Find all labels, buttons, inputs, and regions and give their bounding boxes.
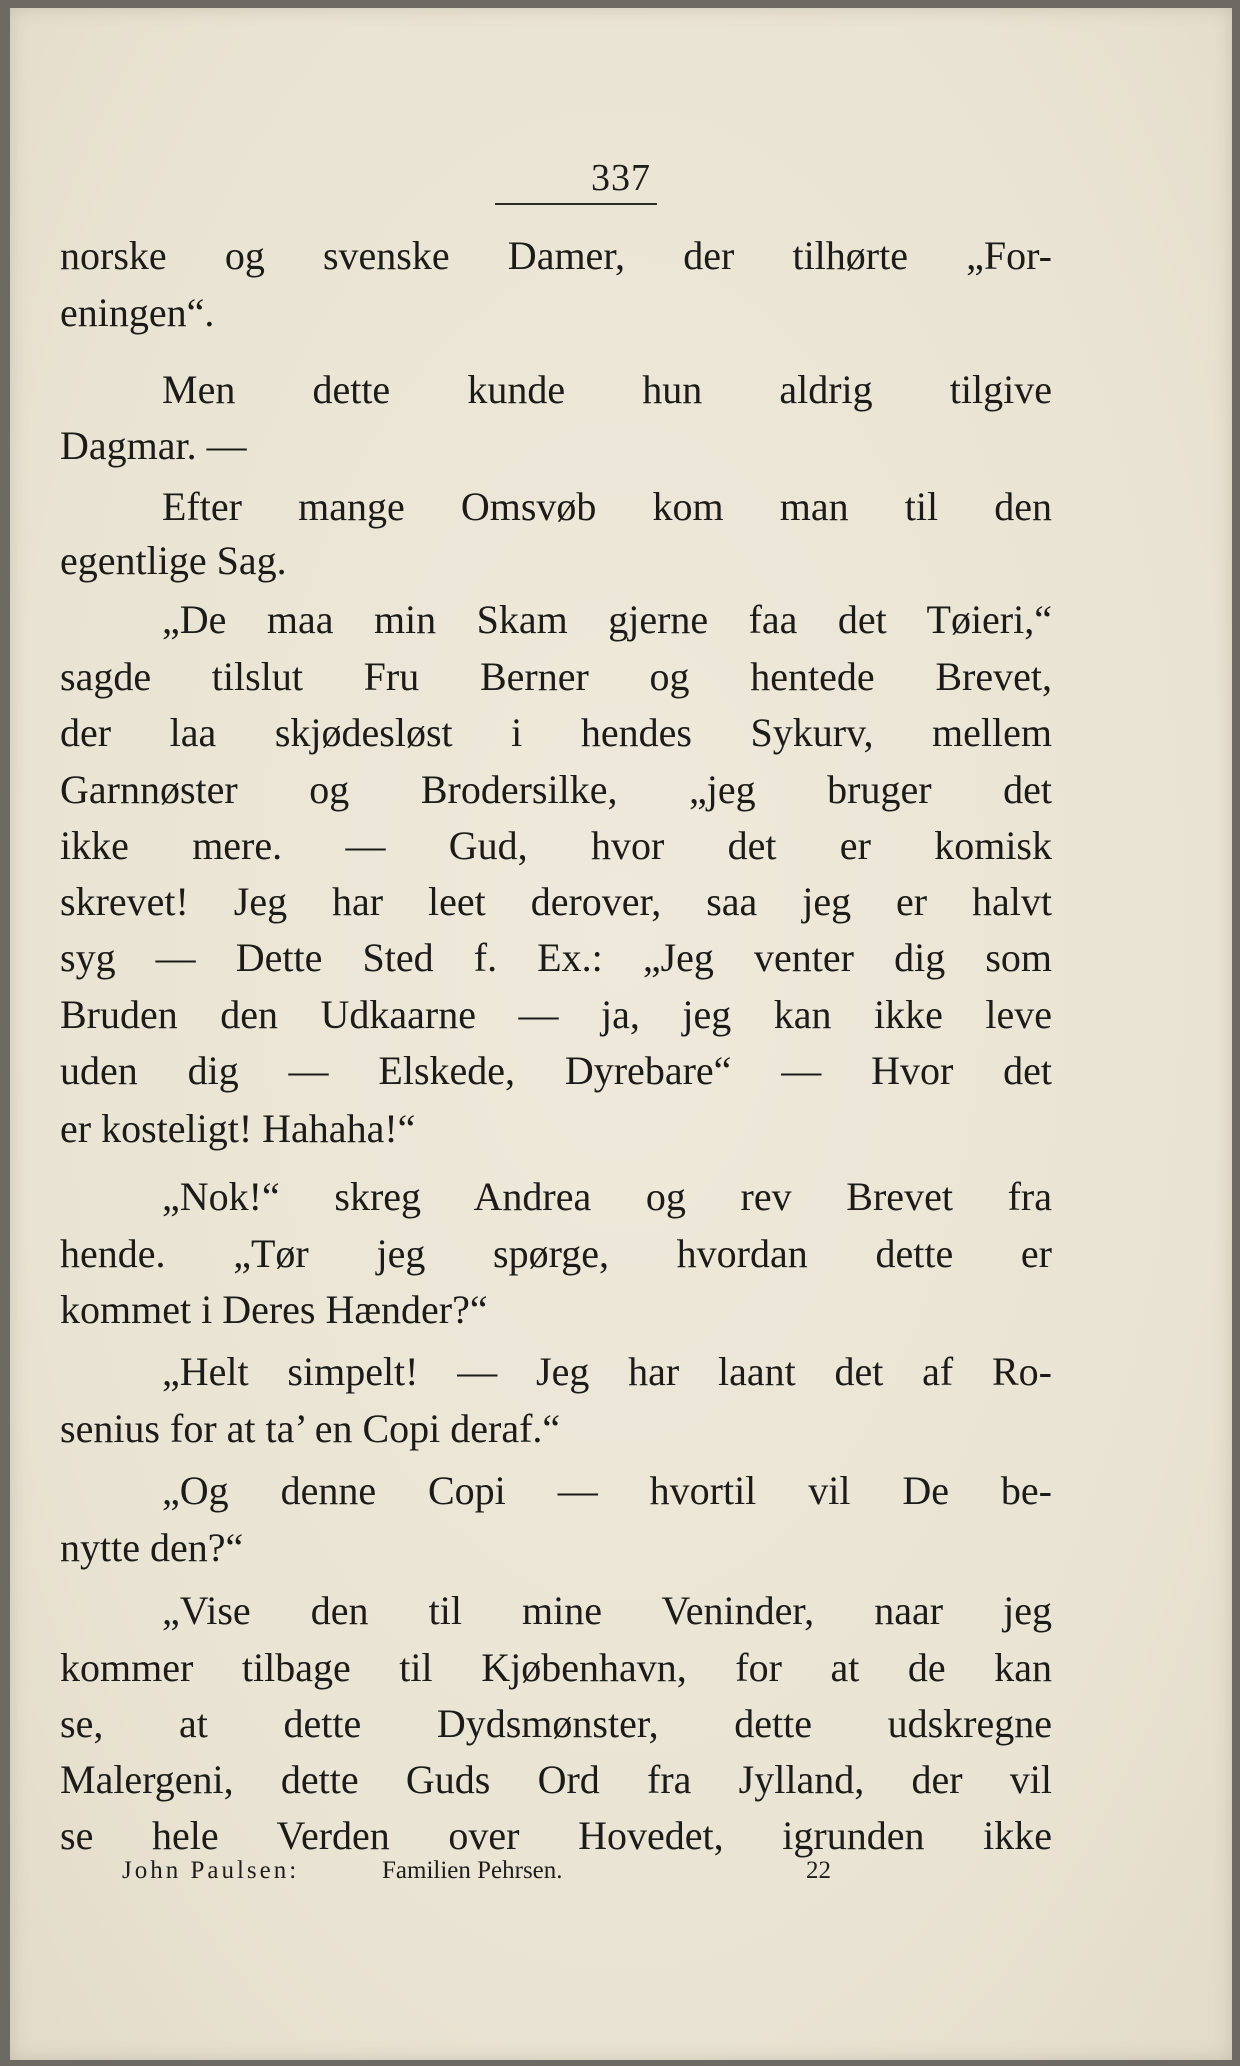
text-line: „Og denne Copi — hvortil vil De be- [162,1468,1052,1513]
text-line: norske og svenske Damer, der tilhørte „For- [60,233,1052,278]
text-line: kommet i Deres Hænder?“ [60,1287,488,1332]
footer-title: Familien Pehrsen. [382,1857,563,1884]
page-number: 337 [591,157,651,199]
text-line: ikke mere. — Gud, hvor det er komisk [60,823,1052,868]
text-line: uden dig — Elskede, Dyrebare“ — Hvor det [60,1048,1052,1093]
text-line: „Nok!“ skreg Andrea og rev Brevet fra [162,1174,1052,1219]
text-line: Efter mange Omsvøb kom man til den [162,484,1052,529]
footer-signature-mark: 22 [806,1857,831,1884]
text-line: Malergeni, dette Guds Ord fra Jylland, der vil [60,1757,1052,1802]
text-line: sagde tilslut Fru Berner og hentede Brevet, [60,654,1052,699]
text-line: „Vise den til mine Veninder, naar jeg [162,1588,1052,1633]
text-line: „De maa min Skam gjerne faa det Tøieri,“ [162,597,1052,642]
book-page [10,8,1232,2060]
body-text [10,8,1232,2060]
text-line: senius for at ta’ en Copi deraf.“ [60,1406,561,1451]
footer-author: John Paulsen: [122,1857,300,1884]
text-line: Dagmar. — [60,423,247,468]
text-line: der laa skjødesløst i hendes Sykurv, mellem [60,710,1052,755]
text-line: se hele Verden over Hovedet, igrunden ikke [60,1813,1052,1858]
text-line: er kosteligt! Hahaha!“ [60,1106,416,1151]
text-line: Men dette kunde hun aldrig tilgive [162,367,1052,412]
text-line: syg — Dette Sted f. Ex.: „Jeg venter dig som [60,935,1052,980]
text-line: Bruden den Udkaarne — ja, jeg kan ikke leve [60,992,1052,1037]
text-line: hende. „Tør jeg spørge, hvordan dette er [60,1231,1052,1276]
text-line: „Helt simpelt! — Jeg har laant det af Ro- [162,1349,1052,1394]
text-line: skrevet! Jeg har leet derover, saa jeg er halvt [60,879,1052,924]
text-line: nytte den?“ [60,1525,244,1570]
text-line: se, at dette Dydsmønster, dette udskregne [60,1701,1052,1746]
text-line: Garnnøster og Brodersilke, „jeg bruger det [60,767,1052,812]
text-line: kommer tilbage til Kjøbenhavn, for at de kan [60,1645,1052,1690]
text-line: egentlige Sag. [60,538,287,583]
text-line: eningen“. [60,290,215,335]
